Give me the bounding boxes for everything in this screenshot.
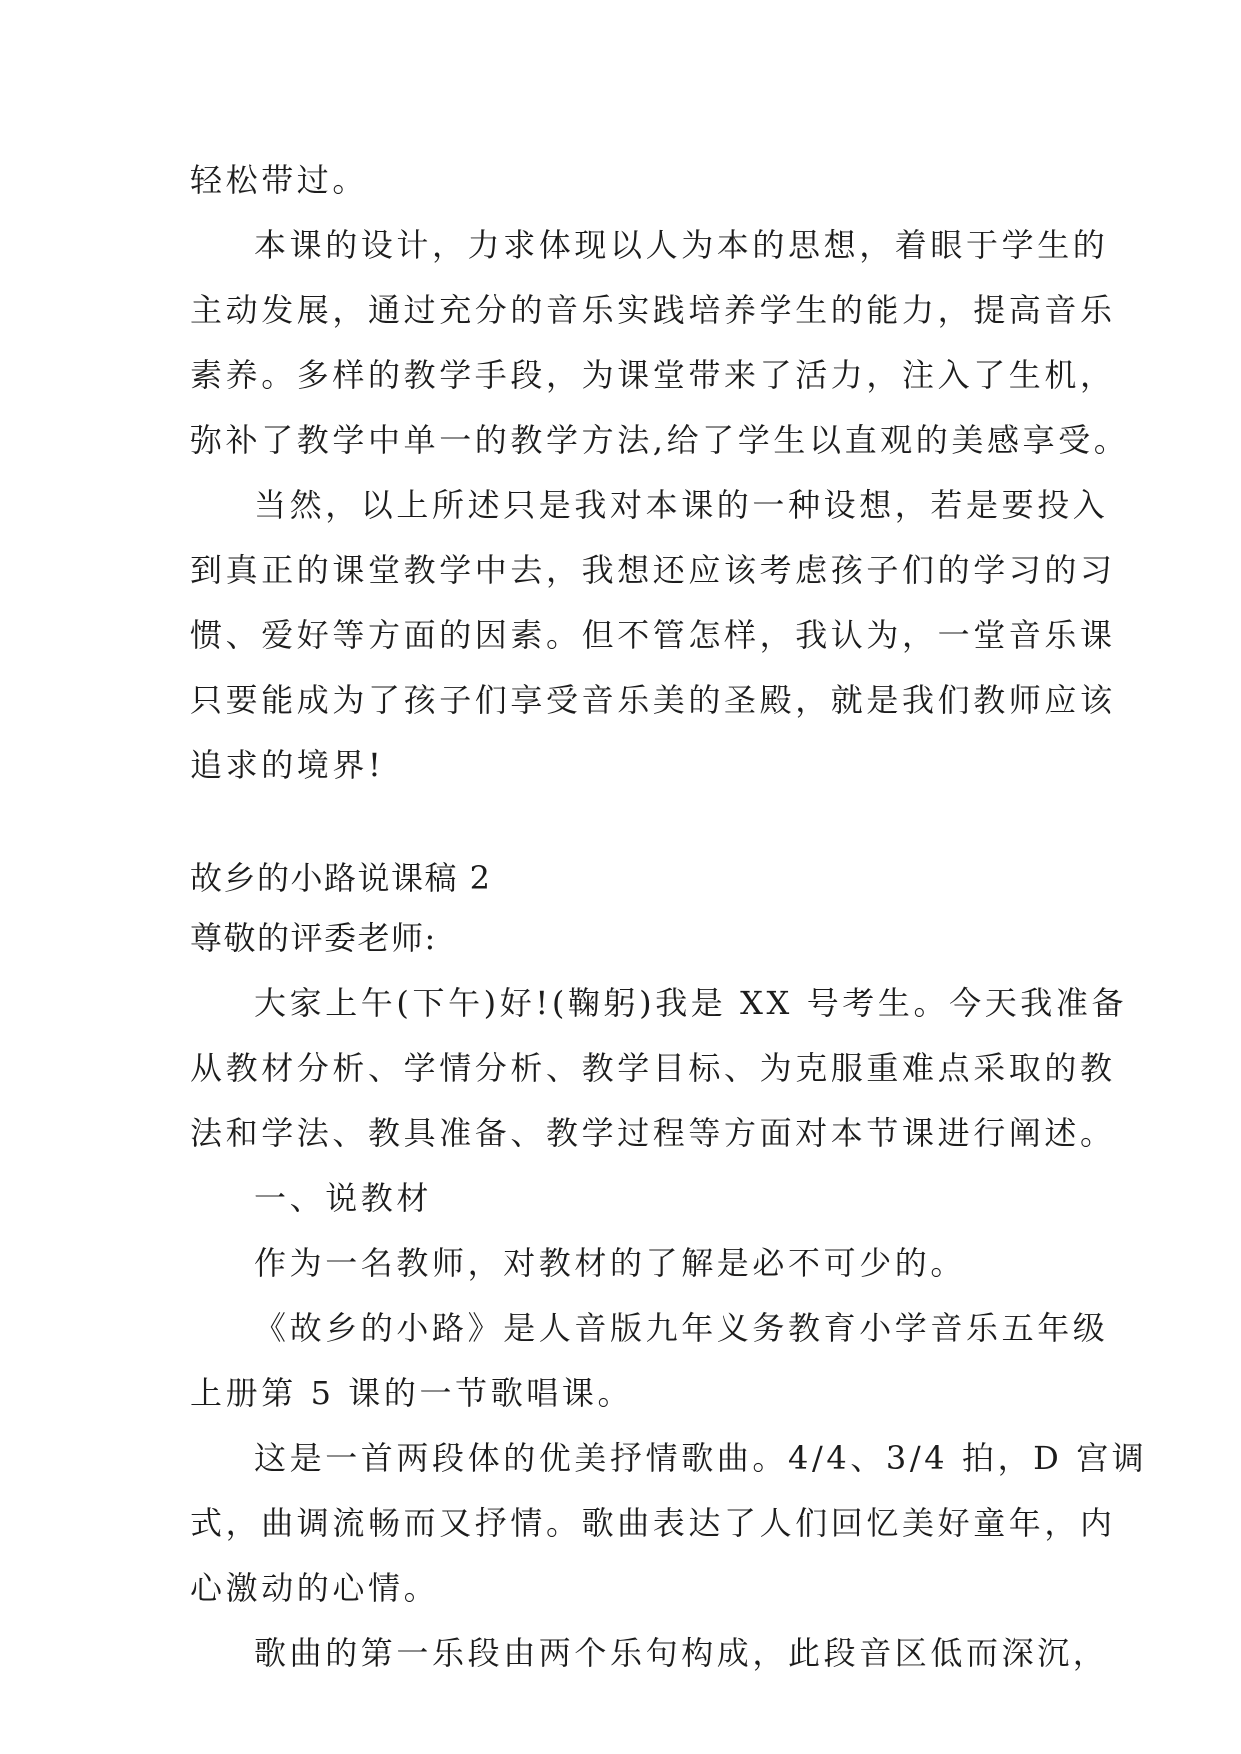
paragraph-first-line: 《故乡的小路》是人音版九年义务教育小学音乐五年级 [254,1309,1109,1347]
text-line: 心激动的心情。 [190,1569,440,1607]
salutation: 尊敬的评委老师: [190,919,437,957]
text-line: 追求的境界! [190,746,385,784]
paragraph-first-line: 这是一首两段体的优美抒情歌曲。4/4、3/4 拍，D 宫调 [254,1439,1148,1477]
text-line: 从教材分析、学情分析、教学目标、为克服重难点采取的教 [190,1049,1116,1087]
text-line: 惯、爱好等方面的因素。但不管怎样，我认为，一堂音乐课 [190,616,1116,654]
paragraph-first-line: 大家上午(下午)好!(鞠躬)我是 XX 号考生。今天我准备 [254,984,1128,1022]
paragraph-first-line: 当然，以上所述只是我对本课的一种设想，若是要投入 [254,486,1109,524]
text-line: 只要能成为了孩子们享受音乐美的圣殿，就是我们教师应该 [190,681,1116,719]
paragraph-first-line: 作为一名教师，对教材的了解是必不可少的。 [254,1244,967,1282]
text-line: 主动发展，通过充分的音乐实践培养学生的能力，提高音乐 [190,291,1116,329]
paragraph-first-line: 本课的设计，力求体现以人为本的思想，着眼于学生的 [254,226,1109,264]
text-line: 到真正的课堂教学中去，我想还应该考虑孩子们的学习的习 [190,551,1116,589]
text-line: 弥补了教学中单一的教学方法,给了学生以直观的美感享受。 [190,421,1130,459]
text-line: 轻松带过。 [190,161,369,199]
section-title: 故乡的小路说课稿 2 [190,859,492,897]
paragraph-first-line: 歌曲的第一乐段由两个乐句构成，此段音区低而深沉， [254,1634,1109,1672]
text-line: 上册第 5 课的一节歌唱课。 [190,1374,634,1412]
text-line: 素养。多样的教学手段，为课堂带来了活力，注入了生机， [190,356,1116,394]
text-line: 法和学法、教具准备、教学过程等方面对本节课进行阐述。 [190,1114,1116,1152]
subsection-heading: 一、说教材 [254,1179,433,1217]
text-line: 式，曲调流畅而又抒情。歌曲表达了人们回忆美好童年，内 [190,1504,1116,1542]
